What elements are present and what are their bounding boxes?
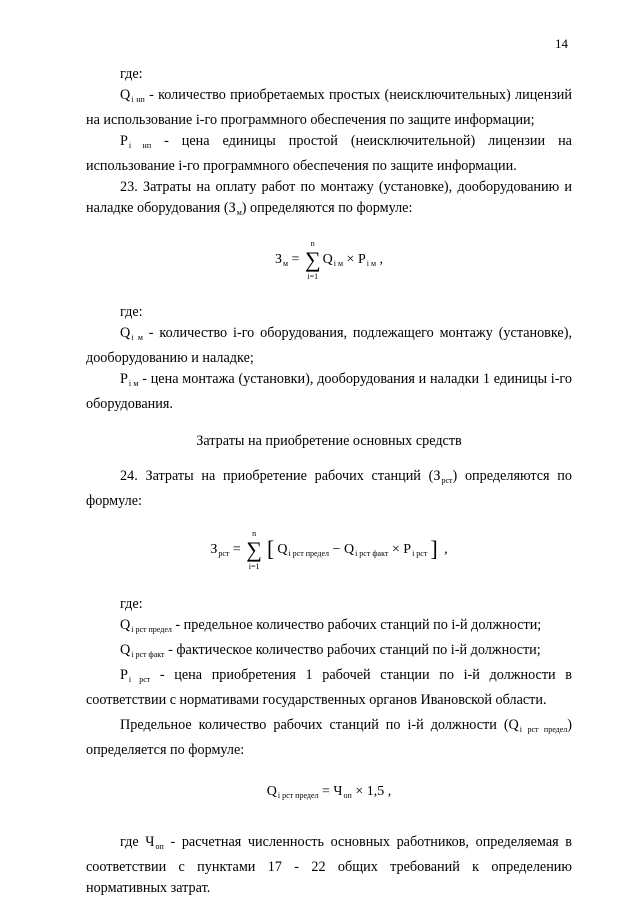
var-symbol: Q <box>120 325 131 341</box>
item-text: ) определяются по формуле: <box>241 200 413 216</box>
formula-q: Q <box>322 252 333 267</box>
definition-text: - цена приобретения 1 рабочей станции по i-й должности в соответствии с нормативами государственных органов Ивановской области. <box>86 667 572 708</box>
var-symbol: Q <box>120 617 131 633</box>
sum-upper-limit: n <box>252 529 257 538</box>
sum-upper-limit: n <box>310 239 315 248</box>
left-bracket: [ <box>266 536 275 561</box>
formula-ch: Ч <box>333 784 343 799</box>
section-heading: Затраты на приобретение основных средств <box>196 433 462 449</box>
formula-ch-subscript: оп <box>343 791 352 800</box>
item-24 <box>86 466 572 512</box>
definition-p-m <box>86 369 572 415</box>
item-text: 24. Затраты на приобретение рабочих станций ( <box>120 468 434 484</box>
var-symbol: P <box>120 133 128 149</box>
var-symbol: З <box>228 200 236 216</box>
equals-sign: = <box>288 252 303 267</box>
formula-lhs: Q <box>266 784 277 799</box>
var-subscript: i м <box>131 333 143 342</box>
formula-p-subscript: i рст <box>412 549 428 558</box>
definition-text: - цена единицы простой (неисключительной) лицензии на использование i-го программного обеспечения по защите информации. <box>86 133 572 174</box>
formula-p: P <box>403 542 412 557</box>
sum-sign: ∑ n i=1 <box>246 529 262 571</box>
formula-lhs-subscript: м <box>282 259 289 268</box>
definition-q-pred <box>86 615 572 640</box>
formula-p: P <box>357 252 366 267</box>
var-subscript: i м <box>128 379 139 388</box>
formula-coefficient: 1,5 <box>366 784 385 799</box>
var-symbol: Q <box>120 642 131 658</box>
where-label-3: где: <box>120 596 143 612</box>
sum-lower-limit: i=1 <box>248 562 260 571</box>
var-subscript: рст <box>441 476 453 485</box>
formula-q-subscript: i м <box>333 259 344 268</box>
var-symbol: P <box>120 667 128 683</box>
var-subscript: i нп <box>128 141 152 150</box>
sum-sign: ∑ n i=1 <box>304 239 321 281</box>
formula-lhs: З <box>274 252 282 267</box>
times-sign: × <box>351 784 367 799</box>
paragraph-text: - расчетная численность основных работников, определяемая в соответствии с пунктами 17 - 22 общих требований к определению нормативных затрат. <box>86 834 572 896</box>
paragraph-text: где <box>120 834 146 850</box>
limit-paragraph <box>86 715 572 761</box>
definition-text: - цена монтажа (установки), дооборудования и наладки 1 единицы i-го оборудования. <box>86 371 572 412</box>
sum-lower-limit: i=1 <box>307 272 319 281</box>
minus-sign: − <box>329 542 344 557</box>
var-symbol: Q <box>508 717 519 733</box>
formula-p-subscript: i м <box>366 259 377 268</box>
var-subscript: оп <box>155 842 164 851</box>
var-subscript: i рст предел <box>519 725 568 734</box>
definition-text: - количество i-го оборудования, подлежащего монтажу (установке), дооборудованию и наладке; <box>86 325 572 366</box>
definition-text: - количество приобретаемых простых (неисключительных) лицензий на использование i-го программного обеспечения по защите информации; <box>86 87 572 128</box>
formula-q-limit: Q <box>277 542 288 557</box>
var-subscript: i рст факт <box>131 650 165 659</box>
var-subscript: i рст <box>128 675 151 684</box>
formula-mounting <box>86 239 572 281</box>
definition-q-inp <box>86 85 572 131</box>
definition-text: - предельное количество рабочих станций по i-й должности; <box>171 617 542 633</box>
page-number: 14 <box>555 36 568 51</box>
definition-q-m <box>86 323 572 369</box>
document-body <box>86 64 572 899</box>
formula-lhs-subscript: рст <box>218 549 230 558</box>
definition-p-inp <box>86 131 572 177</box>
var-subscript: i нп <box>131 95 145 104</box>
definition-text: - фактическое количество рабочих станций по i-й должности; <box>164 642 541 658</box>
item-text: 23. Затраты на оплату работ по монтажу (установке), дооборудованию и наладке оборудования ( <box>86 179 572 216</box>
item-23 <box>86 177 572 223</box>
formula-end: , <box>376 252 384 267</box>
formula-end: , <box>384 784 392 799</box>
item-text: ) определяются по формуле: <box>86 468 572 509</box>
where-label-2: где: <box>120 304 143 320</box>
var-symbol: P <box>120 371 128 387</box>
equals-sign: = <box>229 542 245 557</box>
final-paragraph <box>86 832 572 899</box>
formula-end: , <box>440 542 448 557</box>
formula-q-fact: Q <box>343 542 355 557</box>
definition-p-rst <box>86 665 572 711</box>
times-sign: × <box>343 252 358 267</box>
equals-sign: = <box>318 784 334 799</box>
var-symbol: Q <box>120 87 131 103</box>
var-subscript: i рст предел <box>131 625 172 634</box>
formula-lhs: З <box>210 542 218 557</box>
paragraph-text: ) определяется по формуле: <box>86 717 573 758</box>
definition-q-fakt <box>86 640 572 665</box>
formula-limit <box>86 781 572 806</box>
formula-q-fact-subscript: i рст факт <box>355 549 389 558</box>
var-symbol: З <box>433 468 441 484</box>
var-subscript: м <box>236 208 242 217</box>
paragraph-text: Предельное количество рабочих станций по i-й должности ( <box>120 717 509 733</box>
right-bracket: ] <box>430 536 438 561</box>
times-sign: × <box>388 542 404 557</box>
formula-q-limit-subscript: i рст предел <box>288 549 330 558</box>
where-label-1: где: <box>120 66 143 82</box>
var-symbol: Ч <box>145 834 155 850</box>
formula-workstations <box>86 529 572 571</box>
formula-lhs-subscript: i рст предел <box>277 791 319 800</box>
